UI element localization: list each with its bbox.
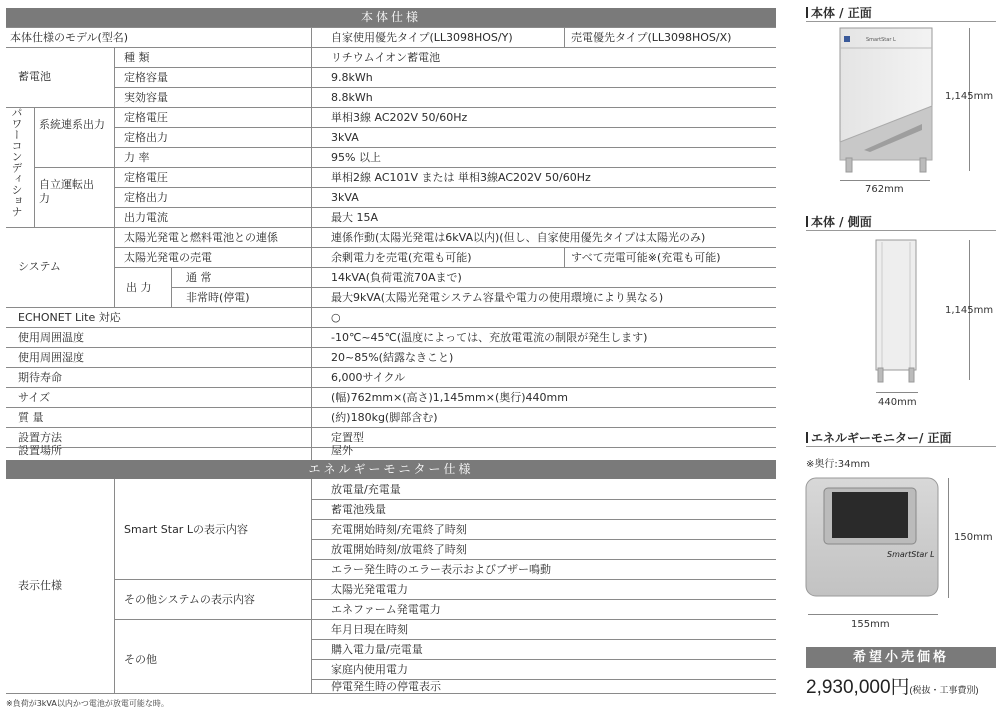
monitor-illustration bbox=[804, 474, 942, 602]
spec-item: 設置方法 bbox=[18, 431, 62, 444]
display-item: 年月日現在時刻 bbox=[331, 623, 408, 636]
spec-item: 非常時(停電) bbox=[186, 291, 250, 304]
monitor-width: 155mm bbox=[851, 619, 890, 630]
spec-value: 20~85%(結露なきこと) bbox=[331, 351, 454, 364]
front-view-title: 本体 / 正面 bbox=[806, 4, 996, 22]
monitor-view-title: エネルギーモニター/ 正面 bbox=[806, 429, 996, 447]
spec-value: -10℃~45℃(温度によっては、充放電電流の制限が発生します) bbox=[331, 331, 648, 344]
display-item: 充電開始時刻/充電終了時刻 bbox=[331, 523, 467, 536]
main-spec-header: 本体仕様 bbox=[6, 8, 776, 27]
grid-output-label: 系統連系出力 bbox=[39, 118, 105, 131]
display-item: 停電発生時の停電表示 bbox=[331, 680, 441, 693]
spec-item: 期待寿命 bbox=[18, 371, 62, 384]
spec-value: 単相2線 AC101V または 単相3線AC202V 50/60Hz bbox=[331, 171, 591, 184]
spec-value: ○ bbox=[331, 311, 341, 324]
front-height: 1,145mm bbox=[945, 91, 994, 102]
spec-table bbox=[6, 8, 776, 693]
spec-value: 屋外 bbox=[331, 444, 353, 457]
spec-item: 定格出力 bbox=[124, 131, 168, 144]
display-item: 購入電力量/売電量 bbox=[331, 643, 423, 656]
model-label: 本体仕様のモデル(型名) bbox=[10, 31, 129, 44]
unit-front-illustration bbox=[826, 24, 941, 174]
spec-value: 最大9kVA(太陽光発電システム容量や電力の使用環境により異なる) bbox=[331, 291, 664, 304]
front-width: 762mm bbox=[865, 184, 904, 195]
side-height: 1,145mm bbox=[945, 305, 994, 316]
spec-value: リチウムイオン蓄電池 bbox=[331, 51, 441, 64]
spec-item: 出力電流 bbox=[124, 211, 168, 224]
side-view-title: 本体 / 側面 bbox=[806, 213, 996, 231]
price-value: 2,930,000円 bbox=[806, 677, 910, 698]
front-width-line bbox=[840, 180, 930, 181]
spec-value: 連係作動(太陽光発電は6kVA以内)(但し、自家使用優先タイプは太陽光のみ) bbox=[331, 231, 706, 244]
display-item: 蓄電池残量 bbox=[331, 503, 386, 516]
spec-value: 単相3線 AC202V 50/60Hz bbox=[331, 111, 468, 124]
spec-value: 3kVA bbox=[331, 191, 359, 204]
spec-value: (幅)762mm×(高さ)1,145mm×(奥行)440mm bbox=[331, 391, 568, 404]
spec-item: 太陽光発電の売電 bbox=[124, 251, 212, 264]
monitor-height-line bbox=[948, 478, 949, 598]
spec-item: 実効容量 bbox=[124, 91, 168, 104]
spec-item: 定格容量 bbox=[124, 71, 168, 84]
spec-value: 14kVA(負荷電流70Aまで) bbox=[331, 271, 462, 284]
spec-item: ECHONET Lite 対応 bbox=[18, 311, 121, 324]
monitor-spec-header: エネルギーモニター仕様 bbox=[6, 460, 776, 479]
spec-value: 8.8kWh bbox=[331, 91, 373, 104]
group-name: その他 bbox=[124, 653, 157, 666]
spec-item: 定格電圧 bbox=[124, 171, 168, 184]
system-label: システム bbox=[18, 260, 61, 273]
model-self-use: 自家使用優先タイプ(LL3098HOS/Y) bbox=[331, 31, 513, 44]
spec-item: 使用周囲湿度 bbox=[18, 351, 84, 364]
model-sell-priority: 売電優先タイプ(LL3098HOS/X) bbox=[571, 31, 732, 44]
spec-item: 質 量 bbox=[18, 411, 44, 424]
display-item: 放電量/充電量 bbox=[331, 483, 401, 496]
spec-value: 9.8kWh bbox=[331, 71, 373, 84]
spec-value: 95% 以上 bbox=[331, 151, 381, 164]
standalone-output-label: 自立運転出力 bbox=[39, 178, 94, 205]
spec-item: サイズ bbox=[18, 391, 51, 404]
display-item: エネファーム発電電力 bbox=[331, 603, 441, 616]
group-name: その他システムの表示内容 bbox=[124, 593, 255, 606]
monitor-width-line bbox=[808, 614, 938, 615]
monitor-depth: ※奥行:34mm bbox=[806, 459, 870, 470]
spec-value: 余剰電力を売電(充電も可能) bbox=[331, 251, 472, 264]
display-item: 太陽光発電電力 bbox=[331, 583, 408, 596]
display-spec-label: 表示仕様 bbox=[18, 579, 62, 592]
battery-label: 蓄電池 bbox=[18, 70, 51, 83]
spec-item: 太陽光発電と燃料電池との連係 bbox=[124, 231, 278, 244]
spec-value: 6,000サイクル bbox=[331, 371, 406, 384]
spec-item: 設置場所 bbox=[18, 444, 62, 457]
spec-value: すべて売電可能※(充電も可能) bbox=[571, 251, 721, 264]
price-label: 希望小売価格 bbox=[806, 647, 996, 668]
front-logo: SmartStar L bbox=[866, 37, 896, 43]
price-note: (税抜・工事費別) bbox=[909, 685, 979, 695]
spec-item: 定格出力 bbox=[124, 191, 168, 204]
spec-item: 力 率 bbox=[124, 151, 150, 164]
group-name: Smart Star Lの表示内容 bbox=[124, 523, 248, 536]
spec-item: 使用周囲温度 bbox=[18, 331, 84, 344]
spec-value: 最大 15A bbox=[331, 211, 379, 224]
footnote: ※負荷が3kVA以内かつ電池が放電可能な時。 bbox=[6, 699, 169, 708]
display-item: エラー発生時のエラー表示およびブザー鳴動 bbox=[331, 563, 551, 576]
monitor-logo: SmartStar L bbox=[887, 550, 935, 559]
spec-value: 定置型 bbox=[331, 431, 364, 444]
spec-value: (約)180kg(脚部含む) bbox=[331, 411, 438, 424]
display-item: 家庭内使用電力 bbox=[331, 663, 408, 676]
spec-item: 種 類 bbox=[124, 51, 150, 64]
unit-side-illustration bbox=[866, 236, 926, 388]
power-conditioner-label: パワーコンディショナ bbox=[10, 107, 23, 217]
display-item: 放電開始時刻/放電終了時刻 bbox=[331, 543, 467, 556]
spec-item: 定格電圧 bbox=[124, 111, 168, 124]
side-width-line bbox=[876, 392, 918, 393]
price bbox=[806, 672, 979, 699]
spec-item: 通 常 bbox=[186, 271, 212, 284]
output-label: 出 力 bbox=[126, 281, 152, 294]
side-width: 440mm bbox=[878, 397, 917, 408]
monitor-height: 150mm bbox=[954, 532, 993, 543]
spec-value: 3kVA bbox=[331, 131, 359, 144]
